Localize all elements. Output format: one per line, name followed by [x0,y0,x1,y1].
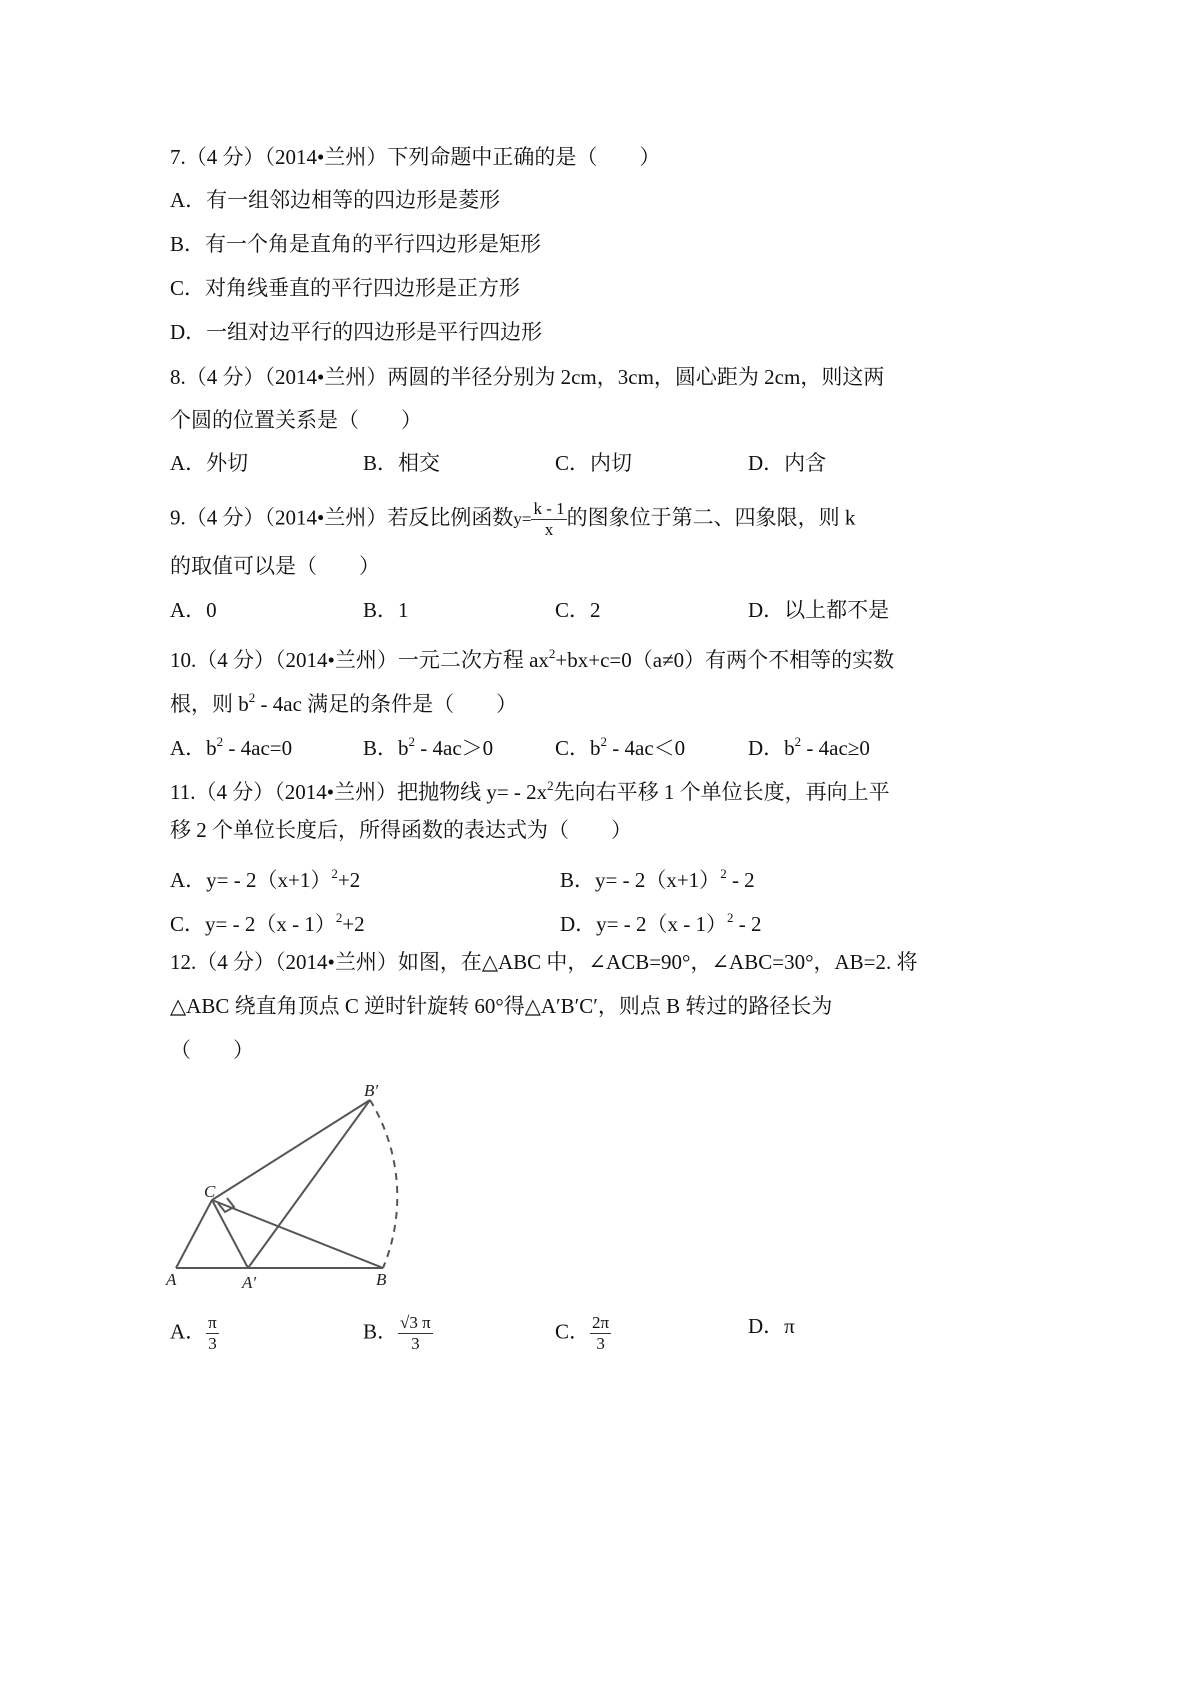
q9-option-c: C．2 [555,598,601,622]
segment-cb1 [212,1100,370,1200]
q7-option-d: D．一组对边平行的四边形是平行四边形 [170,320,543,344]
q11-option-a: A．$y= - 2(x+1)^2+2$ [170,866,361,892]
segment-ca [176,1200,212,1268]
q10-option-b: B．$b^2 - 4ac>0$ [363,734,494,760]
q11-option-c: C．y= - 2（x - 1）$^2$+2 [170,910,365,936]
q12-stem-3: （ ） [170,1038,254,1062]
q9-option-d: D．以上都不是 [748,598,890,622]
q9-denominator: x [544,520,554,539]
q12-option-d: D．π [748,1314,795,1338]
q12-option-a: A． $\frac{\pi}{3}$ [170,1313,217,1353]
q8-option-a: A．外切 [170,451,249,475]
q9-stem-b: 的图象位于第二、四象限，则 k [566,505,856,530]
q12-stem: 12.（4 分）（2014•兰州）如图，在△ABC 中，∠ACB=90°，∠ABC=30°，AB=2. 将 [170,950,918,974]
q10-text-c: 根，则 b [170,692,249,716]
segment-a1b1 [248,1100,370,1268]
label-c: C [204,1182,216,1201]
q10-text-b: +bx+c=0（a≠0）有两个不相等的实数 [555,648,895,672]
q8-option-b: B．相交 [363,451,441,475]
q7-option-c: C．对角线垂直的平行四边形是正方形 [170,276,521,300]
q9-option-b: B．1 [363,598,409,622]
q7-stem: 7.（4 分）（2014•兰州）下列命题中正确的是（ ） [170,145,661,169]
q9-stem-2: 的取值可以是（ ） [170,554,380,578]
q12-option-b: B． $\frac{√3 \pi}{3}$ [363,1313,431,1353]
q11-stem-2: 移 2 个单位长度后，所得函数的表达式为（ ） [170,818,632,842]
q10-option-d: D．$b^2 - 4ac\ge 0$ [748,734,870,760]
q9-option-a: A．0 [170,598,217,622]
q11-sup: 2 [547,778,554,793]
q10-sup-2: 2 [248,690,256,705]
q11-option-b: B．$y= - 2(x+1)^2 - 2$ [560,866,755,892]
q11-text-b: 先向右平移 1 个单位长度，再向上平 [553,780,890,804]
label-a: A [166,1270,177,1289]
label-b: B [376,1270,387,1289]
q10-option-a: A．$b^2 - 4ac=0$ [170,734,293,760]
q10-text-d: - 4ac 满足的条件是（ ） [255,692,518,716]
label-a-prime: A′ [242,1273,257,1292]
q8-stem-2: 个圆的位置关系是（ ） [170,408,422,432]
q7-option-a: A．有一组邻边相等的四边形是菱形 [170,188,501,212]
q11-text-a: 11.（4 分）（2014•兰州）把抛物线 y= - 2x [170,780,548,804]
arc-path [370,1100,397,1268]
q8-option-c: C．内切 [555,451,633,475]
q9-y: y= [513,509,532,529]
segment-cb [212,1200,383,1268]
q12-option-c: C． $\frac{2\pi}{3}$ [555,1313,610,1353]
q10-option-c: C．$b^2 - 4ac<0$ [555,734,686,760]
label-b-prime: B′ [364,1081,379,1100]
q10-text-a: 10.（4 分）（2014•兰州）一元二次方程 ax [170,648,549,672]
q11-option-d: D．y= - 2（x - 1）$^2$ - 2 [560,910,762,936]
q8-option-d: D．内含 [748,451,827,475]
q9-numerator: k - 1 [533,499,565,518]
q7-option-b: B．有一个角是直角的平行四边形是矩形 [170,232,542,256]
q8-stem: 8.（4 分）（2014•兰州）两圆的半径分别为 2cm，3cm，圆心距为 2cm，则这两 [170,365,885,389]
q9-stem-a: 9.（4 分）（2014•兰州）若反比例函数 [170,505,514,530]
q10-sup: 2 [548,646,556,661]
q12-stem-2: △ABC 绕直角顶点 C 逆时针旋转 60°得△A′B′C′，则点 B 转过的路径长为 [170,994,833,1018]
